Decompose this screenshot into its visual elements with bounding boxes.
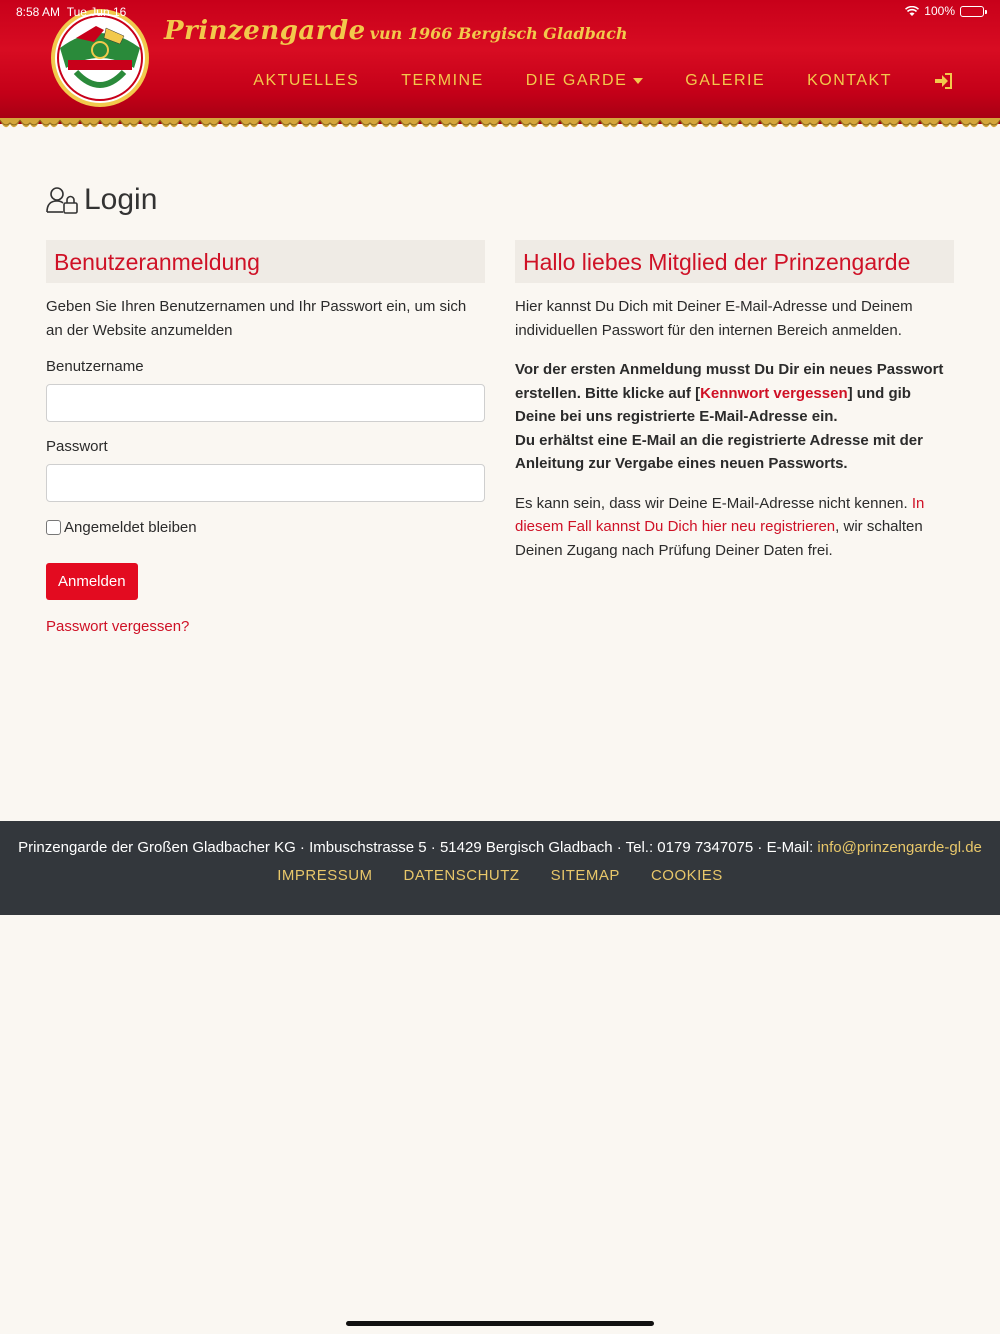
forgot-password-link[interactable]: Passwort vergessen? [46,618,190,635]
remember-label[interactable]: Angemeldet bleiben [64,519,197,536]
kennwort-vergessen-link[interactable]: Kennwort vergessen [700,384,848,402]
login-heading: Benutzeranmeldung [46,240,485,283]
username-label: Benutzername [46,358,144,375]
nav-die-garde[interactable] [526,72,644,90]
remember-row[interactable] [46,519,485,536]
username-input[interactable] [46,384,485,422]
remember-checkbox[interactable] [46,520,61,535]
info-p2-text-b: ] und gib Deine bei uns registrierte E-Mail-Adresse ein. [515,384,911,425]
header-fringe-decoration [0,118,1000,138]
footer-email-link[interactable]: info@prinzengarde-gl.de [817,839,982,856]
main-content [46,180,954,635]
sign-in-icon [934,72,954,90]
nav-kontakt[interactable]: KONTAKT [807,72,892,89]
status-bar [0,0,1000,22]
nav-termine[interactable]: TERMINE [401,72,484,89]
nav-aktuelles[interactable]: AKTUELLES [253,72,360,89]
battery-percent: 100% [924,4,955,18]
site-footer [0,821,1000,915]
status-date: Tue Jun 16 [66,5,127,19]
login-button[interactable]: Anmelden [46,563,138,600]
user-lock-icon [46,186,78,214]
password-input[interactable] [46,464,485,502]
brand-main: Prinzengarde [164,16,366,46]
footer-links [0,867,1000,884]
footer-address [0,839,1000,856]
status-right [905,4,984,18]
footer-link-cookies[interactable]: COOKIES [650,867,723,884]
footer-link-sitemap[interactable]: SITEMAP [550,867,620,884]
info-p2-text-c: Du erhältst eine E-Mail an die registrierte Adresse mit der Anleitung zur Vergabe eines neuen Passworts. [515,431,923,472]
home-indicator[interactable] [346,1321,654,1326]
password-label: Passwort [46,438,108,455]
prinzengarde-logo[interactable] [46,8,154,108]
info-heading: Hallo liebes Mitglied der Prinzengarde [515,240,954,283]
register-link[interactable]: In diesem Fall kannst Du Dich hier neu registrieren [515,494,925,535]
main-nav [211,72,954,90]
nav-galerie[interactable]: GALERIE [685,72,766,89]
nav-die-garde-label: DIE GARDE [525,72,628,89]
footer-address-text: Prinzengarde der Großen Gladbacher KG · Imbuschstrasse 5 · 51429 Bergisch Gladbach · Tel.: 0179 7347075 · E-Mail: [18,839,818,856]
info-column [515,240,954,635]
info-paragraph-3 [515,492,954,563]
info-p3-text-b: , wir schalten Deinen Zugang nach Prüfung Deiner Daten frei. [515,518,923,559]
login-column [46,240,485,635]
page-title-text: Login [84,183,158,216]
footer-link-datenschutz[interactable]: DATENSCHUTZ [403,867,520,884]
status-time-clock: 8:58 AM [16,5,61,19]
info-paragraph-2 [515,358,954,476]
nav-login[interactable] [934,72,954,90]
info-p3-text-a: Es kann sein, dass wir Deine E-Mail-Adresse nicht kennen. [515,494,912,512]
caret-down-icon [633,78,643,84]
brand-sub: vun 1966 Bergisch Gladbach [369,24,628,43]
login-intro: Geben Sie Ihren Benutzernamen und Ihr Passwort ein, um sich an der Website anzumelden [46,298,467,339]
page-title [46,180,954,220]
info-p2-text-a: Vor der ersten Anmeldung musst Du Dir ein neues Passwort erstellen. Bitte klicke auf [ [515,361,944,402]
footer-link-impressum[interactable]: IMPRESSUM [277,867,373,884]
content-columns [46,240,954,635]
battery-icon [960,6,984,17]
info-paragraph-1: Hier kannst Du Dich mit Deiner E-Mail-Adresse und Deinem individuellen Passwort für den internen Bereich anmelden. [515,298,913,339]
wifi-icon [905,6,919,17]
status-time [16,5,126,19]
